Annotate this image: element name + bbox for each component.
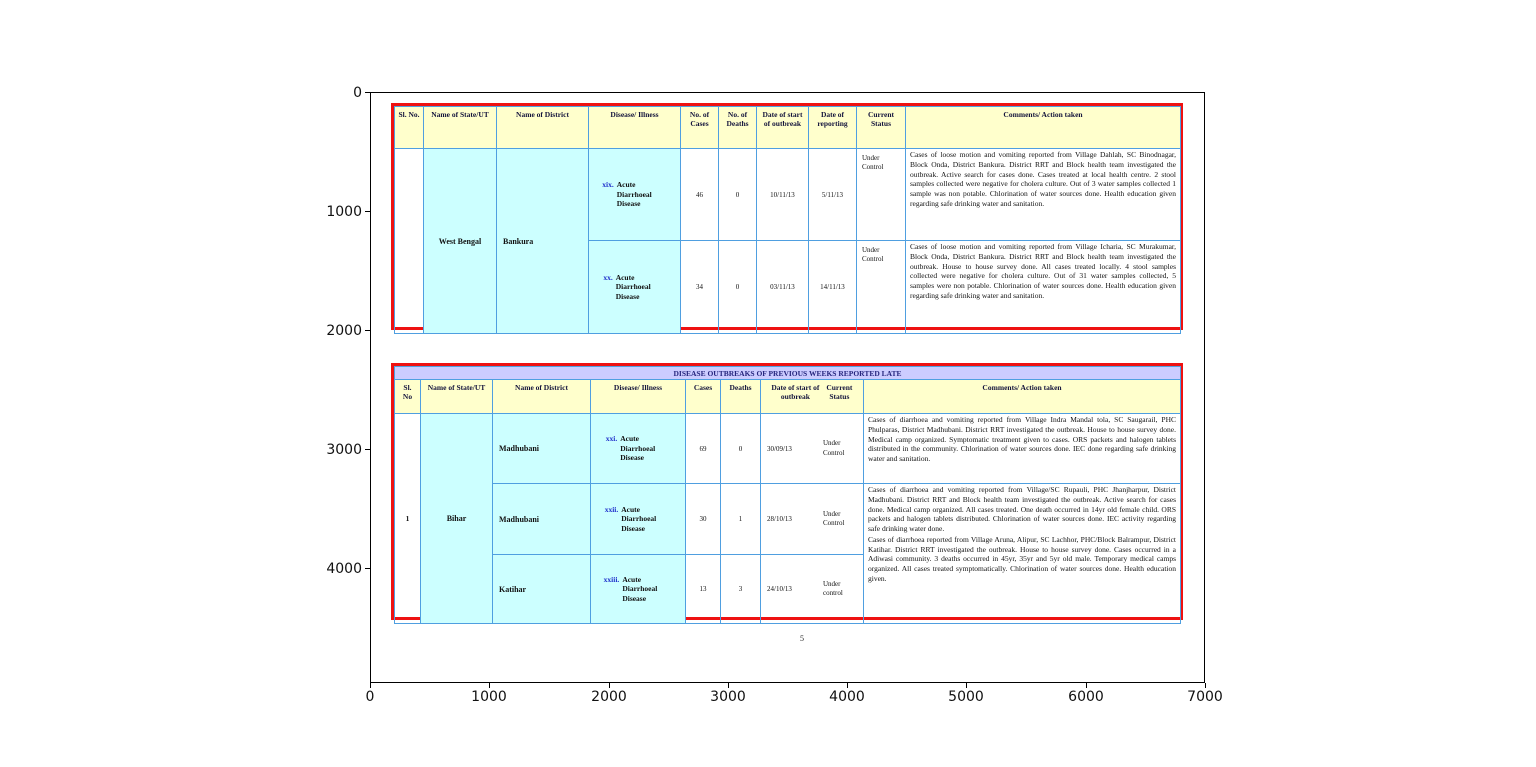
outbreak-table-previous-weeks bbox=[391, 363, 1183, 620]
sl-no-cell: 1 bbox=[395, 414, 421, 624]
col-header-district: Name of District bbox=[497, 107, 589, 149]
col-header-sl-no: Sl. No. bbox=[395, 107, 424, 149]
col-header-state: Name of State/UT bbox=[421, 380, 493, 414]
x-tick-label: 2000 bbox=[591, 689, 627, 705]
comments-paragraph: Cases of diarrhoea reported from Village Aruna, Alipur, SC Lachhor, PHC/Block Balrampur, District Katihar. District RRT investigated the outbreak. House to house survey done. Cases occurred in a Adiwasi community. 3 deaths occurred in 45yr, 35yr and 5yr old male. Temporary medical camps organized. All cases treated symptomatically. Chlorination of water sources done. Health education given. bbox=[868, 534, 1176, 583]
reporting-date-cell: 5/11/13 bbox=[809, 149, 857, 241]
disease-name: Acute Diarrhoeal Disease bbox=[620, 434, 656, 463]
start-date-cell: 10/11/13 bbox=[757, 149, 809, 241]
x-tick bbox=[728, 683, 729, 688]
deaths-cell: 0 bbox=[719, 149, 757, 241]
disease-name: Acute Diarrhoeal Disease bbox=[622, 574, 658, 603]
comments-cell: Cases of diarrhoea and vomiting reported from Village Indra Mandal tola, SC Saugarail, PHC Phulparas, District Madhubani. District RRT investigated the outbreak. House to house survey done. Medical camp organized. Symptomatic treatment given to cases. ORS packets and halogen tablets distributed in the community. Chlorination of water sources done. IEC done regarding safe drinking water and sanitation. bbox=[864, 414, 1181, 484]
y-tick bbox=[365, 211, 370, 212]
outbreak-table-current-week bbox=[391, 103, 1183, 330]
state-cell: Bihar bbox=[421, 414, 493, 624]
row-numeral: xxii. bbox=[604, 504, 619, 514]
deaths-cell: 0 bbox=[719, 241, 757, 334]
row-numeral: xx. bbox=[603, 272, 613, 282]
col-header-cases: No. of Cases bbox=[681, 107, 719, 149]
col-header-status: Current Status bbox=[826, 383, 853, 401]
col-header-deaths: Deaths bbox=[721, 380, 761, 414]
x-tick bbox=[609, 683, 610, 688]
page-number: 5 bbox=[800, 634, 804, 643]
y-tick bbox=[365, 449, 370, 450]
table2 bbox=[394, 366, 1181, 624]
y-tick-label: 4000 bbox=[326, 561, 362, 577]
x-tick-label: 7000 bbox=[1187, 689, 1223, 705]
disease-cell bbox=[591, 484, 686, 555]
disease-cell bbox=[591, 555, 686, 624]
start-date: 24/10/13 bbox=[767, 585, 792, 593]
y-tick-label: 3000 bbox=[326, 442, 362, 458]
district-cell: Madhubani bbox=[493, 414, 591, 484]
x-tick-label: 4000 bbox=[829, 689, 865, 705]
row-numeral: xxi. bbox=[605, 434, 618, 444]
x-tick bbox=[1205, 683, 1206, 688]
cases-cell: 46 bbox=[681, 149, 719, 241]
y-tick bbox=[365, 330, 370, 331]
cases-cell: 13 bbox=[686, 555, 721, 624]
disease-name: Acute Diarrhoeal Disease bbox=[621, 504, 657, 533]
x-tick-label: 1000 bbox=[471, 689, 507, 705]
x-tick bbox=[847, 683, 848, 688]
deaths-cell: 3 bbox=[721, 555, 761, 624]
start-date-cell: 03/11/13 bbox=[757, 241, 809, 334]
col-header-comments: Comments/ Action taken bbox=[864, 380, 1181, 414]
col-header-deaths: No. of Deaths bbox=[719, 107, 757, 149]
disease-name: Acute Diarrhoeal Disease bbox=[615, 272, 651, 301]
deaths-cell: 0 bbox=[721, 414, 761, 484]
disease-name: Acute Diarrhoeal Disease bbox=[616, 180, 652, 209]
x-tick-label: 0 bbox=[365, 689, 375, 705]
col-header-start-date: Date of start of outbreak bbox=[771, 383, 820, 401]
cases-cell: 30 bbox=[686, 484, 721, 555]
deaths-cell: 1 bbox=[721, 484, 761, 555]
x-tick bbox=[370, 683, 371, 688]
status: Under Control bbox=[823, 509, 845, 527]
district-cell: Bankura bbox=[497, 149, 589, 334]
col-header-disease: Disease/ Illness bbox=[589, 107, 681, 149]
y-tick-label: 2000 bbox=[326, 323, 362, 339]
col-header-start-date: Date of start of outbreak bbox=[757, 107, 809, 149]
comments-cell: Cases of loose motion and vomiting reported from Village Dahlah, SC Binodnagar, Block Onda, District Bankura. District RRT and Block health team investigated the outbreak. Active search for cases done. Cases treated at local health centre. 2 stool samples collected were negative for cholera culture. Out of 3 water samples collected 1 sample was non potable. Chlorination of water sources done. Health education given regarding safe drinking water and sanitation. bbox=[906, 149, 1181, 241]
x-tick bbox=[1086, 683, 1087, 688]
status-cell: Under Control bbox=[857, 149, 906, 241]
district-cell: Katihar bbox=[493, 555, 591, 624]
start-date: 28/10/13 bbox=[767, 515, 792, 523]
comments-cell: Cases of loose motion and vomiting reported from Village Icharia, SC Murakumar, Block Onda, District Bankura. District RRT and Block health team investigated the outbreak. House to house survey done. All cases treated locally. 4 stool samples collected were negative for cholera culture. Out of 31 water samples collected, 5 samples were non potable. Chlorination of water sources done. Health education given regarding safe drinking water and sanitation. bbox=[906, 241, 1181, 334]
status: Under control bbox=[823, 579, 843, 597]
start-date: 30/09/13 bbox=[767, 444, 792, 453]
col-header-district: Name of District bbox=[493, 380, 591, 414]
date-status-cell bbox=[761, 414, 864, 484]
table2-title-row bbox=[395, 367, 1181, 380]
row-numeral: xix. bbox=[602, 180, 614, 190]
table2-title: DISEASE OUTBREAKS OF PREVIOUS WEEKS REPORTED LATE bbox=[395, 367, 1181, 380]
sl-no-cell bbox=[395, 149, 424, 334]
x-tick bbox=[966, 683, 967, 688]
cases-cell: 69 bbox=[686, 414, 721, 484]
disease-cell bbox=[591, 414, 686, 484]
col-header-cases: Cases bbox=[686, 380, 721, 414]
cases-cell: 34 bbox=[681, 241, 719, 334]
row-numeral: xxiii. bbox=[603, 574, 620, 584]
table1 bbox=[394, 106, 1181, 334]
x-tick bbox=[489, 683, 490, 688]
date-status-cell bbox=[761, 484, 864, 555]
x-tick-label: 6000 bbox=[1068, 689, 1104, 705]
col-header-reporting-date: Date of reporting bbox=[809, 107, 857, 149]
table2-row-xxi bbox=[395, 414, 1181, 484]
disease-cell bbox=[589, 241, 681, 334]
disease-cell bbox=[589, 149, 681, 241]
table1-header-row bbox=[395, 107, 1181, 149]
comments-cell-merged bbox=[864, 484, 1181, 624]
date-status-cell bbox=[761, 555, 864, 624]
y-tick bbox=[365, 92, 370, 93]
col-header-disease: Disease/ Illness bbox=[591, 380, 686, 414]
y-tick-label: 1000 bbox=[326, 204, 362, 220]
comments-paragraph: Cases of diarrhoea and vomiting reported from Village/SC Rupauli, PHC Jhanjharpur, District Madhubani. District RRT and Block health team investigated the outbreak. Active search for cases done. Medical camp organized. All cases treated. One death occurred in 14yr old female child. ORS packets and halogen tablets distributed. Chlorination of water sources done. IEC activity regarding safe drinking water done. bbox=[868, 485, 1176, 533]
table2-header-row bbox=[395, 380, 1181, 414]
col-header-state: Name of State/UT bbox=[424, 107, 497, 149]
x-tick-label: 3000 bbox=[710, 689, 746, 705]
status-cell: Under Control bbox=[857, 241, 906, 334]
col-header-sl-no: Sl. No bbox=[395, 380, 421, 414]
state-cell: West Bengal bbox=[424, 149, 497, 334]
y-tick bbox=[365, 568, 370, 569]
district-cell: Madhubani bbox=[493, 484, 591, 555]
table1-row-xix bbox=[395, 149, 1181, 241]
col-header-start-and-status bbox=[761, 380, 864, 414]
x-tick-label: 5000 bbox=[948, 689, 984, 705]
table2-row-xxii bbox=[395, 484, 1181, 555]
col-header-comments: Comments/ Action taken bbox=[906, 107, 1181, 149]
y-tick-label: 0 bbox=[353, 85, 362, 101]
status: Under Control bbox=[823, 439, 845, 457]
reporting-date-cell: 14/11/13 bbox=[809, 241, 857, 334]
col-header-status: Current Status bbox=[857, 107, 906, 149]
